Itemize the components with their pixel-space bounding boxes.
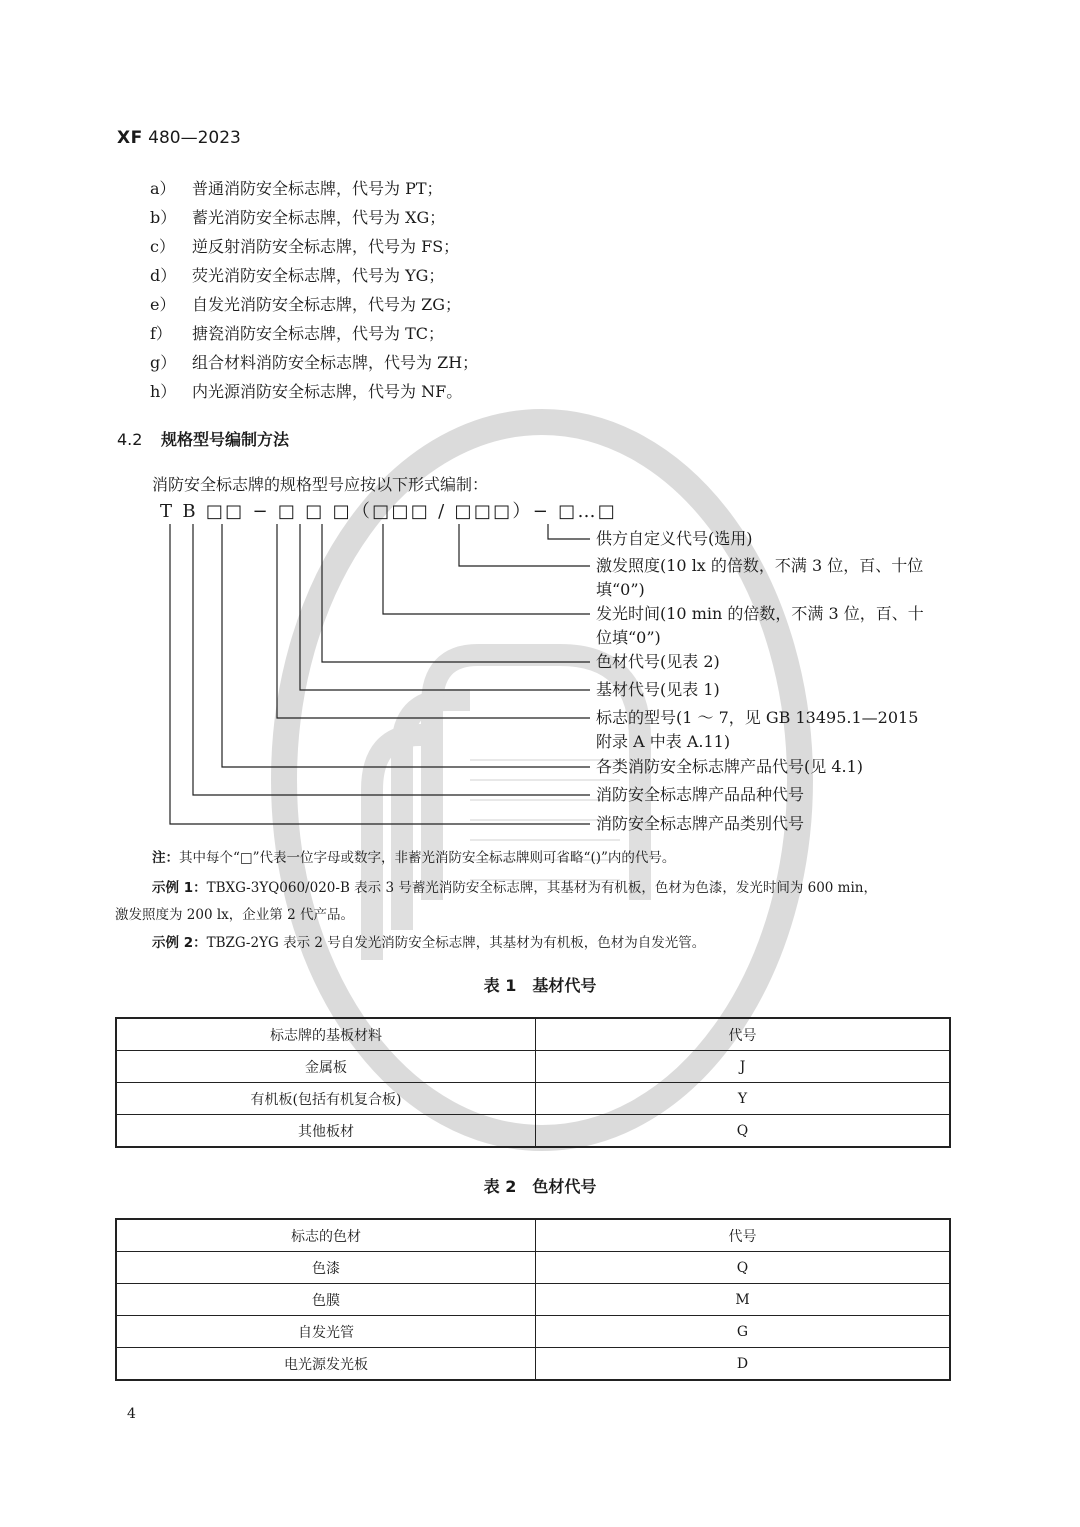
diagram-label-time: 发光时间(10 min 的倍数，不满 3 位，百、十 [596, 604, 924, 623]
standard-prefix: XF [117, 128, 143, 148]
table2 [115, 1218, 951, 1381]
list-item: e） 自发光消防安全标志牌，代号为 ZG； [150, 295, 461, 314]
table-row: 金属板 J [116, 1051, 950, 1083]
section-number: 4.2 [117, 430, 143, 449]
table-row: 自发光管 G [116, 1316, 950, 1348]
list-item: b） 蓄光消防安全标志牌，代号为 XG； [150, 208, 446, 227]
list-item: g） 组合材料消防安全标志牌，代号为 ZH； [150, 353, 479, 372]
table-header-row: 标志牌的基板材料 代号 [116, 1018, 950, 1051]
intro-paragraph: 消防安全标志牌的规格型号应按以下形式编制： [152, 475, 489, 494]
table-row: 色膜 M [116, 1284, 950, 1316]
diagram-label-model: 标志的型号(1 ～ 7，见 GB 13495.1—2015 [596, 708, 919, 727]
table-row: 电光源发光板 D [116, 1348, 950, 1381]
table-row: 其他板材 Q [116, 1115, 950, 1148]
list-item: a） 普通消防安全标志牌，代号为 PT； [150, 179, 443, 198]
list-item: c） 逆反射消防安全标志牌，代号为 FS； [150, 237, 460, 256]
list-item: h） 内光源消防安全标志牌，代号为 NF。 [150, 382, 463, 401]
table-header-row: 标志的色材 代号 [116, 1219, 950, 1252]
leader-lines [170, 524, 590, 824]
list-item: d） 荧光消防安全标志牌，代号为 YG； [150, 266, 445, 285]
diagram-label-custom: 供方自定义代号(选用) [596, 529, 753, 548]
example-1: 示例 1：TBXG-3YQ060/020-B 表示 3 号蓄光消防安全标志牌，其基材为有机板，色材为色漆，发光时间为 600 min， [152, 880, 877, 896]
format-string: T B □□ − □ □ □（□□□ / □□□）− □…□ [160, 501, 618, 522]
table1-caption: 表 1 基材代号 [483, 976, 597, 995]
table-row: 色漆 Q [116, 1252, 950, 1284]
table2-caption: 表 2 色材代号 [483, 1177, 597, 1196]
table1 [115, 1017, 951, 1148]
diagram-label-time-cont: 位填“0”) [596, 628, 661, 647]
diagram-label-variety: 消防安全标志牌产品品种代号 [596, 785, 805, 804]
note: 注：其中每个“□”代表一位字母或数字，非蓄光消防安全标志牌则可省略“()”内的代号。 [152, 850, 676, 866]
example-2: 示例 2：TBZG-2YG 表示 2 号自发光消防安全标志牌，其基材为有机板，色材为自发光管。 [152, 935, 706, 951]
diagram-label-illuminance: 激发照度(10 lx 的倍数，不满 3 位，百、十位 [596, 556, 924, 575]
diagram-label-color: 色材代号(见表 2) [596, 652, 720, 671]
example-1-cont: 激发照度为 200 lx，企业第 2 代产品。 [115, 907, 354, 923]
section-title: 规格型号编制方法 [161, 430, 290, 449]
standard-code: 480—2023 [148, 128, 241, 148]
diagram-label-category: 消防安全标志牌产品类别代号 [596, 814, 805, 833]
diagram-label-base: 基材代号(见表 1) [596, 680, 720, 699]
list-item: f） 搪瓷消防安全标志牌，代号为 TC； [150, 324, 445, 343]
diagram-label-product: 各类消防安全标志牌产品代号(见 4.1) [596, 757, 864, 776]
diagram-label-model-cont: 附录 A 中表 A.11) [596, 732, 731, 751]
page-number: 4 [127, 1406, 136, 1422]
diagram-label-illuminance-cont: 填“0”) [596, 580, 645, 599]
table-row: 有机板(包括有机复合板) Y [116, 1083, 950, 1115]
